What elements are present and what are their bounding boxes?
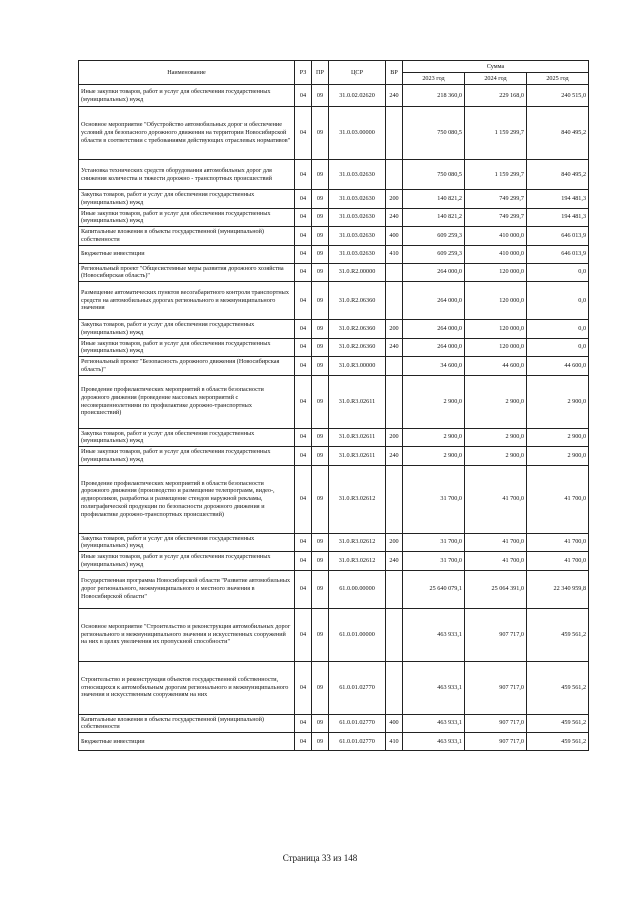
row-vr: 200 [386, 428, 403, 447]
row-sum-2025: 2 900,0 [527, 447, 589, 466]
row-sum-2025: 41 700,0 [527, 465, 589, 533]
row-sum-2025: 0,0 [527, 338, 589, 357]
row-sum-2024: 1 159 299,7 [465, 160, 527, 190]
row-rz: 04 [295, 190, 312, 209]
table-body [79, 85, 589, 751]
row-csr: 31.0.03.00000 [329, 107, 386, 160]
row-sum-2024: 229 168,0 [465, 85, 527, 107]
row-pr: 09 [312, 428, 329, 447]
row-rz: 04 [295, 533, 312, 552]
row-rz: 04 [295, 282, 312, 320]
row-sum-2025: 459 561,2 [527, 661, 589, 714]
table-row [79, 533, 589, 552]
row-vr: 240 [386, 338, 403, 357]
table-row [79, 160, 589, 190]
row-rz: 04 [295, 447, 312, 466]
row-sum-2023: 463 933,1 [403, 661, 465, 714]
table-row [79, 357, 589, 376]
row-vr [386, 661, 403, 714]
row-pr: 09 [312, 447, 329, 466]
table-row [79, 245, 589, 263]
row-sum-2024: 410 000,0 [465, 245, 527, 263]
row-sum-2025: 459 561,2 [527, 608, 589, 661]
row-pr: 09 [312, 733, 329, 751]
table-row [79, 263, 589, 282]
row-sum-2025: 240 515,0 [527, 85, 589, 107]
row-sum-2023: 31 700,0 [403, 465, 465, 533]
row-name: Проведение профилактических мероприятий в области безопасности дорожного движения (производство и размещение телепрограмм, видео-, аудиороликов, разработка и размещение стендов наружной рекламы, полиграфической продукции по безопасности дорожного движения и профилактике дорожно-транспортных происшествий) [79, 465, 295, 533]
row-sum-2024: 749 299,7 [465, 208, 527, 227]
row-csr: 31.0.R3.02611 [329, 375, 386, 428]
row-sum-2025: 194 481,3 [527, 208, 589, 227]
row-rz: 04 [295, 263, 312, 282]
row-csr: 31.0.03.02630 [329, 208, 386, 227]
table-row [79, 447, 589, 466]
table-row [79, 714, 589, 733]
row-sum-2024: 120 000,0 [465, 320, 527, 339]
budget-table-container [78, 60, 588, 751]
row-pr: 09 [312, 338, 329, 357]
header-year-2025: 2025 год [527, 73, 589, 85]
row-sum-2023: 463 933,1 [403, 714, 465, 733]
row-name: Закупка товаров, работ и услуг для обеспечения государственных (муниципальных) нужд [79, 428, 295, 447]
row-pr: 09 [312, 533, 329, 552]
row-sum-2023: 31 700,0 [403, 552, 465, 571]
header-year-2024: 2024 год [465, 73, 527, 85]
row-sum-2024: 907 717,0 [465, 733, 527, 751]
row-sum-2024: 120 000,0 [465, 338, 527, 357]
row-pr: 09 [312, 190, 329, 209]
row-sum-2023: 25 640 079,1 [403, 570, 465, 608]
row-pr: 09 [312, 375, 329, 428]
row-name: Иные закупки товаров, работ и услуг для обеспечения государственных (муниципальных) нужд [79, 208, 295, 227]
row-vr: 410 [386, 245, 403, 263]
table-row [79, 190, 589, 209]
table-row [79, 608, 589, 661]
row-sum-2023: 2 900,0 [403, 447, 465, 466]
row-sum-2025: 44 600,0 [527, 357, 589, 376]
row-sum-2024: 2 900,0 [465, 447, 527, 466]
table-row [79, 428, 589, 447]
row-name: Размещение автоматических пунктов весогабаритного контроля транспортных средств на автомобильных дорогах регионального и межмуниципального значения [79, 282, 295, 320]
row-csr: 31.0.R3.02611 [329, 447, 386, 466]
row-vr [386, 570, 403, 608]
row-sum-2025: 2 900,0 [527, 428, 589, 447]
row-csr: 31.0.R2.06360 [329, 338, 386, 357]
row-csr: 31.0.R2.06360 [329, 320, 386, 339]
row-sum-2025: 646 013,9 [527, 245, 589, 263]
row-sum-2025: 840 495,2 [527, 107, 589, 160]
row-csr: 31.0.R3.02611 [329, 428, 386, 447]
row-rz: 04 [295, 661, 312, 714]
row-sum-2023: 750 080,5 [403, 160, 465, 190]
row-sum-2025: 2 900,0 [527, 375, 589, 428]
row-sum-2023: 140 821,2 [403, 208, 465, 227]
row-vr: 240 [386, 85, 403, 107]
row-vr: 410 [386, 733, 403, 751]
table-row [79, 107, 589, 160]
row-sum-2025: 840 495,2 [527, 160, 589, 190]
row-name: Основное мероприятие "Строительство и реконструкция автомобильных дорог регионального и межмуниципального значения и искусственных сооружений на них в целях увеличения их пропускной способности" [79, 608, 295, 661]
row-pr: 09 [312, 227, 329, 246]
row-vr [386, 263, 403, 282]
row-name: Иные закупки товаров, работ и услуг для обеспечения государственных (муниципальных) нужд [79, 85, 295, 107]
row-rz: 04 [295, 570, 312, 608]
header-vr: ВР [386, 61, 403, 85]
header-year-2023: 2023 год [403, 73, 465, 85]
row-pr: 09 [312, 661, 329, 714]
row-sum-2024: 749 299,7 [465, 190, 527, 209]
row-sum-2023: 34 600,0 [403, 357, 465, 376]
header-name: Наименование [79, 61, 295, 85]
row-name: Иные закупки товаров, работ и услуг для обеспечения государственных (муниципальных) нужд [79, 338, 295, 357]
row-vr [386, 282, 403, 320]
row-name: Закупка товаров, работ и услуг для обеспечения государственных (муниципальных) нужд [79, 190, 295, 209]
row-pr: 09 [312, 263, 329, 282]
row-rz: 04 [295, 338, 312, 357]
row-pr: 09 [312, 245, 329, 263]
row-pr: 09 [312, 570, 329, 608]
table-row [79, 375, 589, 428]
row-sum-2023: 609 259,3 [403, 245, 465, 263]
row-csr: 61.0.00.00000 [329, 570, 386, 608]
row-sum-2024: 907 717,0 [465, 608, 527, 661]
row-sum-2023: 750 080,5 [403, 107, 465, 160]
row-vr [386, 357, 403, 376]
table-row [79, 552, 589, 571]
row-vr: 200 [386, 533, 403, 552]
row-rz: 04 [295, 357, 312, 376]
row-pr: 09 [312, 107, 329, 160]
row-csr: 61.0.01.02770 [329, 661, 386, 714]
table-row [79, 661, 589, 714]
row-sum-2025: 41 700,0 [527, 533, 589, 552]
table-row [79, 733, 589, 751]
row-rz: 04 [295, 320, 312, 339]
row-sum-2025: 22 340 959,8 [527, 570, 589, 608]
row-vr [386, 375, 403, 428]
row-name: Государственная программа Новосибирской области "Развитие автомобильных дорог регионального, межмуниципального и местного значения в Новосибирской области" [79, 570, 295, 608]
row-csr: 31.0.R3.02612 [329, 465, 386, 533]
row-name: Бюджетные инвестиции [79, 733, 295, 751]
row-vr: 240 [386, 208, 403, 227]
row-sum-2023: 463 933,1 [403, 733, 465, 751]
row-pr: 09 [312, 282, 329, 320]
row-rz: 04 [295, 714, 312, 733]
row-vr: 240 [386, 552, 403, 571]
row-pr: 09 [312, 608, 329, 661]
row-name: Иные закупки товаров, работ и услуг для обеспечения государственных (муниципальных) нужд [79, 552, 295, 571]
row-rz: 04 [295, 85, 312, 107]
row-name: Капитальные вложения в объекты государственной (муниципальной) собственности [79, 714, 295, 733]
row-sum-2024: 44 600,0 [465, 357, 527, 376]
row-csr: 61.0.01.02770 [329, 714, 386, 733]
row-csr: 31.0.03.02630 [329, 160, 386, 190]
row-rz: 04 [295, 608, 312, 661]
row-pr: 09 [312, 320, 329, 339]
row-name: Основное мероприятие "Обустройство автомобильных дорог и обеспечение условий для безопасного дорожного движения на территории Новосибирской области в соответствии с требованиями действующих отраслевых нормативов" [79, 107, 295, 160]
row-sum-2025: 459 561,2 [527, 714, 589, 733]
row-vr [386, 107, 403, 160]
row-sum-2024: 1 159 299,7 [465, 107, 527, 160]
table-row [79, 338, 589, 357]
table-row [79, 465, 589, 533]
row-rz: 04 [295, 160, 312, 190]
row-rz: 04 [295, 245, 312, 263]
row-csr: 31.0.R2.00000 [329, 263, 386, 282]
row-sum-2025: 194 481,3 [527, 190, 589, 209]
row-vr: 400 [386, 714, 403, 733]
table-row [79, 570, 589, 608]
row-rz: 04 [295, 227, 312, 246]
row-csr: 31.0.R2.06360 [329, 282, 386, 320]
row-csr: 31.0.R3.02612 [329, 552, 386, 571]
row-pr: 09 [312, 714, 329, 733]
row-sum-2023: 2 900,0 [403, 428, 465, 447]
row-sum-2023: 609 259,3 [403, 227, 465, 246]
row-name: Закупка товаров, работ и услуг для обеспечения государственных (муниципальных) нужд [79, 320, 295, 339]
row-pr: 09 [312, 465, 329, 533]
row-name: Иные закупки товаров, работ и услуг для обеспечения государственных (муниципальных) нужд [79, 447, 295, 466]
row-name: Региональный проект "Общесистемные меры развития дорожного хозяйства (Новосибирская область)" [79, 263, 295, 282]
row-pr: 09 [312, 85, 329, 107]
row-name: Установка технических средств оборудования автомобильных дорог для снижения количества и тяжести дорожно - транспортных происшествий [79, 160, 295, 190]
row-sum-2024: 41 700,0 [465, 552, 527, 571]
row-sum-2024: 2 900,0 [465, 428, 527, 447]
row-name: Закупка товаров, работ и услуг для обеспечения государственных (муниципальных) нужд [79, 533, 295, 552]
row-rz: 04 [295, 552, 312, 571]
row-sum-2024: 907 717,0 [465, 661, 527, 714]
budget-table [78, 60, 589, 751]
row-rz: 04 [295, 428, 312, 447]
row-name: Региональный проект "Безопасность дорожного движения (Новосибирская область)" [79, 357, 295, 376]
table-row [79, 320, 589, 339]
header-pr: ПР [312, 61, 329, 85]
row-sum-2025: 0,0 [527, 320, 589, 339]
row-vr [386, 608, 403, 661]
row-pr: 09 [312, 208, 329, 227]
row-vr: 200 [386, 320, 403, 339]
row-name: Строительство и реконструкция объектов государственной собственности, относящихся к автомобильным дорогам регионального и межмуниципального значения и искусственным сооружениям на них [79, 661, 295, 714]
row-name: Проведение профилактических мероприятий в области безопасности дорожного движения (проведение массовых мероприятий с несовершеннолетними по профилактике дорожно-транспортных происшествий) [79, 375, 295, 428]
row-sum-2025: 0,0 [527, 282, 589, 320]
row-sum-2023: 2 900,0 [403, 375, 465, 428]
header-csr: ЦСР [329, 61, 386, 85]
row-name: Капитальные вложения в объекты государственной (муниципальной) собственности [79, 227, 295, 246]
table-row [79, 208, 589, 227]
row-sum-2024: 41 700,0 [465, 533, 527, 552]
row-vr: 240 [386, 447, 403, 466]
row-sum-2023: 31 700,0 [403, 533, 465, 552]
row-pr: 09 [312, 357, 329, 376]
row-pr: 09 [312, 552, 329, 571]
row-name: Бюджетные инвестиции [79, 245, 295, 263]
table-row [79, 282, 589, 320]
header-sum: Сумма [403, 61, 589, 73]
row-csr: 31.0.03.02630 [329, 245, 386, 263]
row-sum-2023: 264 000,0 [403, 320, 465, 339]
row-vr [386, 160, 403, 190]
row-sum-2024: 41 700,0 [465, 465, 527, 533]
row-sum-2024: 120 000,0 [465, 263, 527, 282]
row-rz: 04 [295, 465, 312, 533]
row-csr: 31.0.03.02630 [329, 227, 386, 246]
row-sum-2024: 2 900,0 [465, 375, 527, 428]
row-csr: 61.0.01.02770 [329, 733, 386, 751]
row-csr: 61.0.01.00000 [329, 608, 386, 661]
row-sum-2023: 264 000,0 [403, 263, 465, 282]
row-csr: 31.0.03.02630 [329, 190, 386, 209]
row-vr: 400 [386, 227, 403, 246]
row-sum-2025: 0,0 [527, 263, 589, 282]
row-sum-2023: 264 000,0 [403, 282, 465, 320]
row-sum-2025: 646 013,9 [527, 227, 589, 246]
row-sum-2024: 410 000,0 [465, 227, 527, 246]
row-sum-2024: 907 717,0 [465, 714, 527, 733]
row-csr: 31.0.02.02620 [329, 85, 386, 107]
row-csr: 31.0.R3.02612 [329, 533, 386, 552]
row-sum-2024: 120 000,0 [465, 282, 527, 320]
row-sum-2023: 218 360,0 [403, 85, 465, 107]
row-sum-2025: 41 700,0 [527, 552, 589, 571]
row-sum-2023: 140 821,2 [403, 190, 465, 209]
table-row [79, 85, 589, 107]
row-rz: 04 [295, 733, 312, 751]
row-pr: 09 [312, 160, 329, 190]
row-vr: 200 [386, 190, 403, 209]
row-sum-2023: 264 000,0 [403, 338, 465, 357]
table-row [79, 227, 589, 246]
row-vr [386, 465, 403, 533]
row-rz: 04 [295, 375, 312, 428]
row-rz: 04 [295, 208, 312, 227]
row-sum-2024: 25 064 391,0 [465, 570, 527, 608]
row-sum-2025: 459 561,2 [527, 733, 589, 751]
row-rz: 04 [295, 107, 312, 160]
row-csr: 31.0.R3.00000 [329, 357, 386, 376]
page-number: Страница 33 из 148 [282, 853, 358, 863]
header-rz: РЗ [295, 61, 312, 85]
row-sum-2023: 463 933,1 [403, 608, 465, 661]
